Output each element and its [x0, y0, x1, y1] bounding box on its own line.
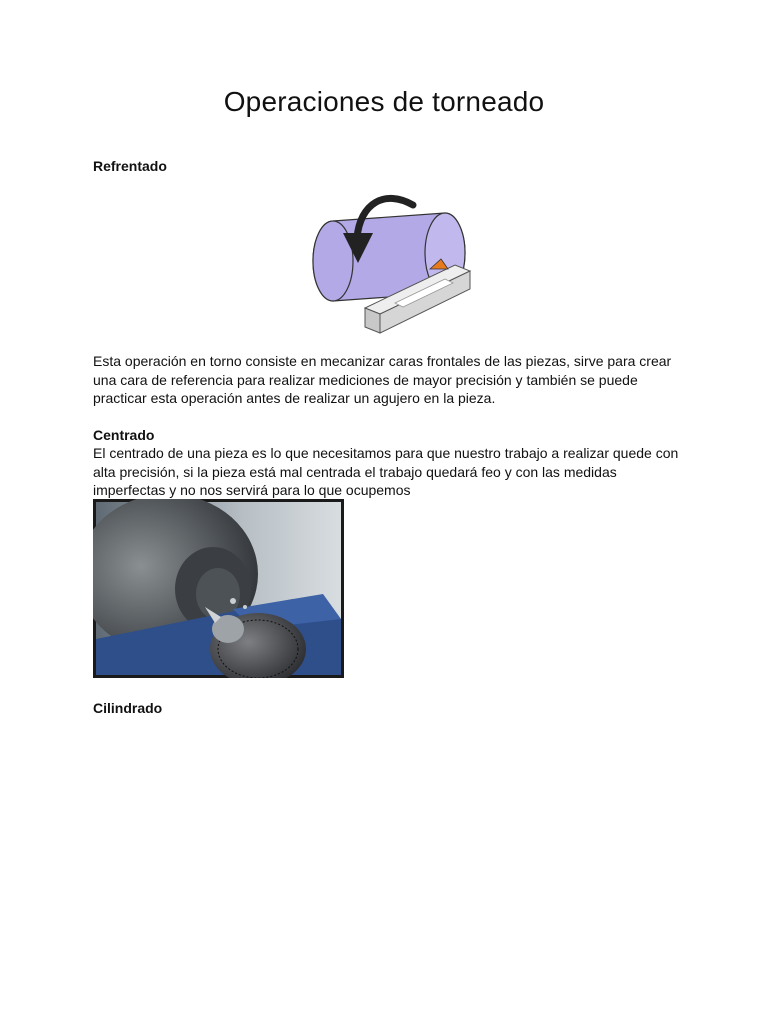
section-text-refrentado: Esta operación en torno consiste en mecanizar caras frontales de las piezas, sirve para crear una cara de referencia para realizar mediciones de mayor precisión y también se puede practicar esta operación antes de realizar un agujero en la pieza.	[93, 353, 672, 406]
centrado-photo	[93, 499, 344, 678]
refrentado-illustration	[305, 183, 480, 338]
section-text-centrado: El centrado de una pieza es lo que necesitamos para que nuestro trabajo a realizar quede con alta precisión, si la pieza está mal centrada el trabajo quedará feo y con las medidas imperfectas y no nos servirá para lo que ocupemos	[93, 445, 679, 498]
section-heading-centrado: Centrado	[93, 427, 155, 443]
section-heading-cilindrado: Cilindrado	[93, 700, 163, 716]
page-title: Operaciones de torneado	[223, 86, 545, 117]
section-heading-refrentado: Refrentado	[93, 158, 167, 174]
